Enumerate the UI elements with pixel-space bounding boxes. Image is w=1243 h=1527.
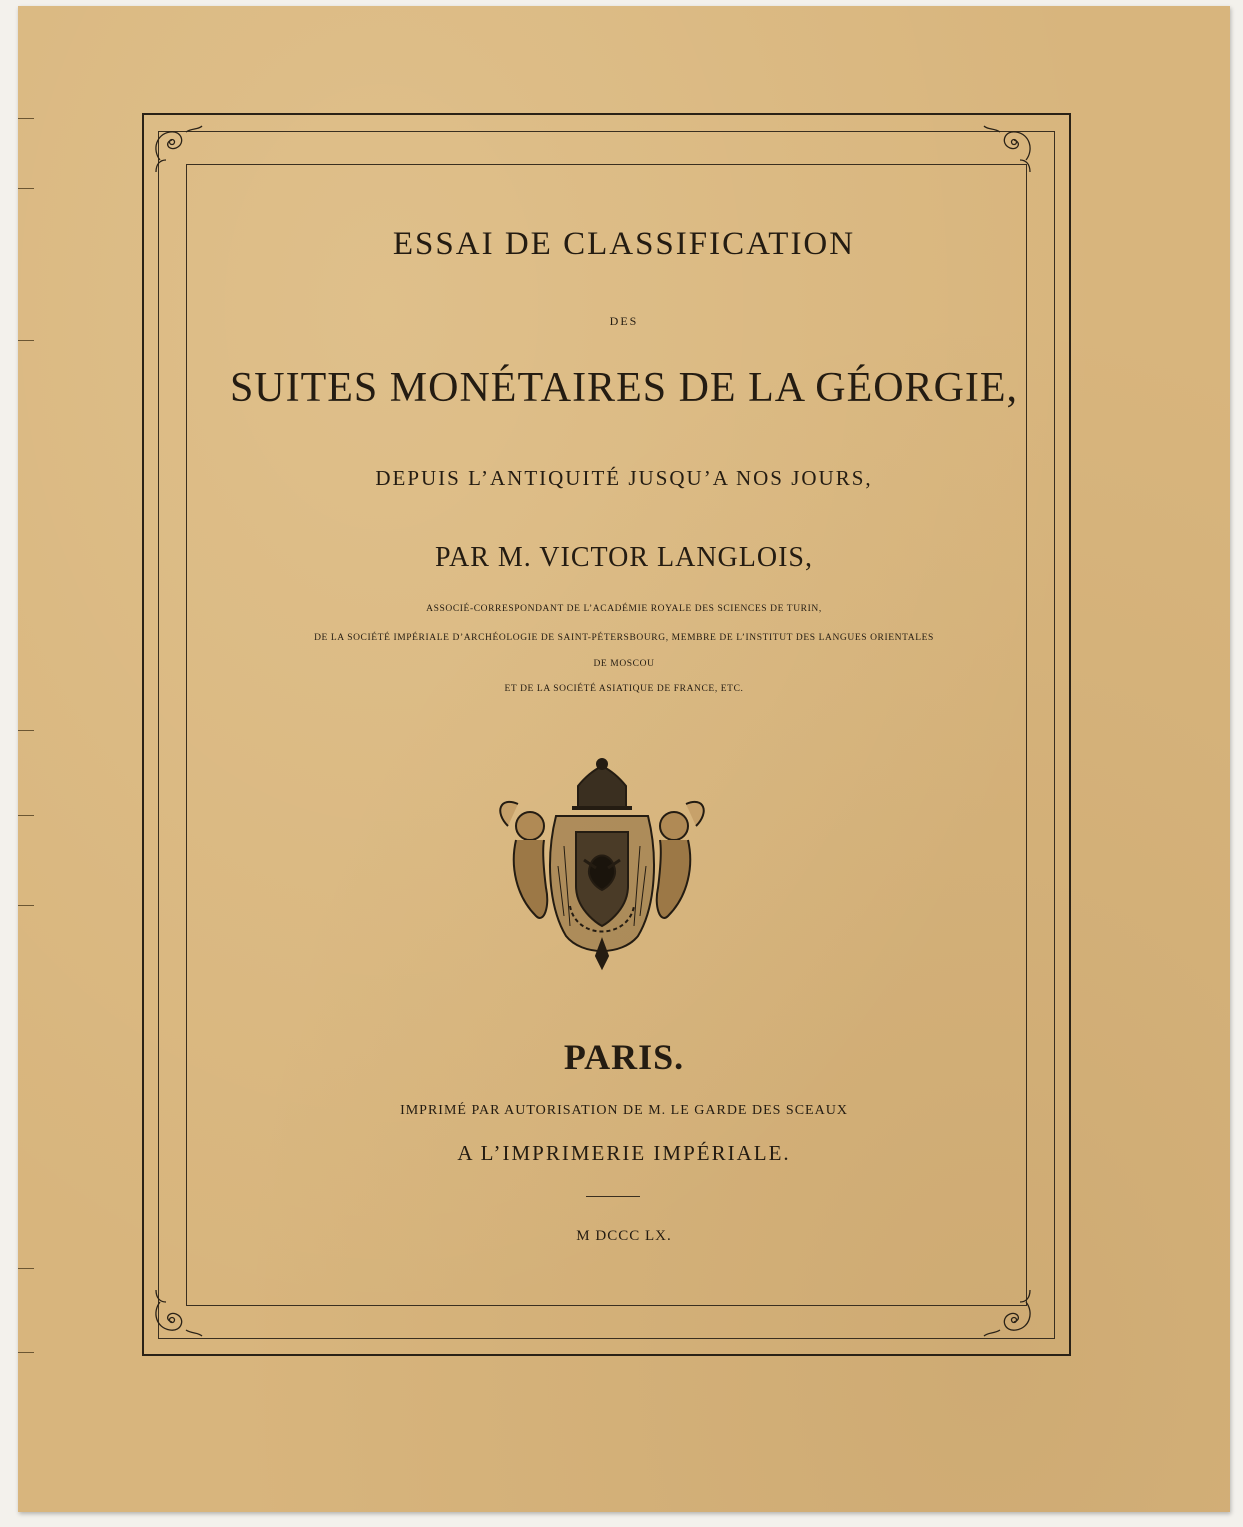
binding-tick [18, 730, 34, 731]
corner-ornament-icon [980, 1282, 1040, 1342]
divider [586, 1196, 640, 1197]
year: M DCCC LX. [576, 1228, 672, 1244]
binding-tick [18, 815, 34, 816]
inner-frame-rule [186, 164, 1027, 1306]
title-line-2: DES [609, 314, 639, 328]
binding-tick [18, 1352, 34, 1353]
corner-ornament-icon [146, 1282, 206, 1342]
printed-by: IMPRIMÉ PAR AUTORISATION DE M. LE GARDE DES SCEAUX [400, 1103, 848, 1118]
corner-ornament-icon [980, 120, 1040, 180]
author-credential: ET DE LA SOCIÉTÉ ASIATIQUE DE FRANCE, ETC. [504, 684, 744, 694]
binding-tick [18, 340, 34, 341]
author-credential: ASSOCIÉ-CORRESPONDANT DE L’ACADÉMIE ROYALE DES SCIENCES DE TURIN, [426, 604, 822, 614]
imperial-coat-of-arms-icon [486, 756, 718, 972]
printer: A L’IMPRIMERIE IMPÉRIALE. [457, 1141, 791, 1165]
book-cover [18, 6, 1230, 1512]
binding-tick [18, 1268, 34, 1269]
binding-tick [18, 118, 34, 119]
author-credential: DE MOSCOU [593, 659, 655, 669]
corner-ornament-icon [146, 120, 206, 180]
binding-tick [18, 188, 34, 189]
binding-tick [18, 905, 34, 906]
title-line-1: ESSAI DE CLASSIFICATION [392, 226, 856, 262]
place: PARIS. [563, 1037, 685, 1077]
author-credential: DE LA SOCIÉTÉ IMPÉRIALE D’ARCHÉOLOGIE DE SAINT-PÉTERSBOURG, MEMBRE DE L’INSTITUT DES LANGUES ORIENTALES [314, 633, 934, 643]
subtitle: DEPUIS L’ANTIQUITÉ JUSQU’A NOS JOURS, [375, 466, 873, 490]
main-title: SUITES MONÉTAIRES DE LA GÉORGIE, [229, 365, 1019, 411]
author: PAR M. VICTOR LANGLOIS, [435, 542, 813, 573]
